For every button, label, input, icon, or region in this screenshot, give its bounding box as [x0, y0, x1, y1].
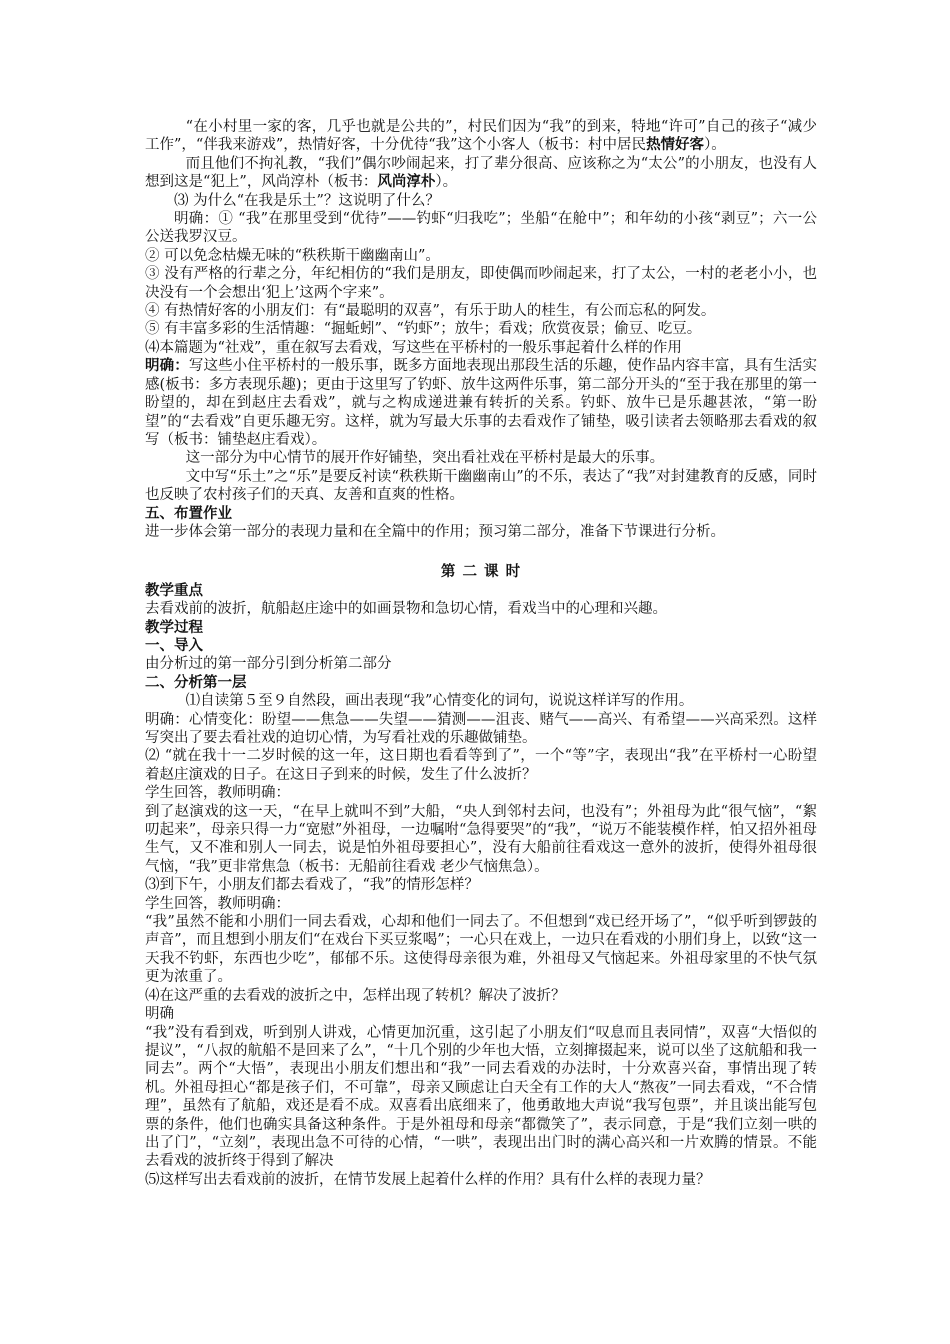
- teacher-note: 明确: [145, 1006, 174, 1023]
- heading-intro: 一、导入: [145, 637, 203, 654]
- analysis-answer-3: “我”虽然不能和小朋们一同去看戏，心却和他们一同去了。不但想到“戏已经开场了”，“似乎听到锣鼓的声音”，而且想到小朋友们“在戏台下买豆浆喝”；一心只在戏上，一边只在看戏的小朋们身上，以致“这一天我不钓虾，东西也少吃”，郁郁不乐。这使得母亲很为难，外祖母又气恼起来。外祖母家里的不快气氛更为浓重了。: [145, 914, 817, 986]
- text-run: 写这些小住平桥村的一般乐事，既多方面地表现出那段生活的乐趣，使作品内容丰富，具有生活实感(板书：多方表现乐趣)；更由于这里写了钓虾、放牛这两件乐事，第二部分开头的“至于我在那里的第一盼望的，却在到赵庄去看戏”，就与之构成递进兼有转折的关系。钓虾、放牛已是乐趣甚浓，“第一盼望”的“去看戏”自更乐趣无穷。这样，就为写最大乐事的去看戏作了铺垫，吸引读者去领略那去看戏的叙写（板书：铺垫赵庄看戏）。: [145, 358, 818, 448]
- answer-item-1: 明确：① “我”在那里受到“优待”——钓虾“归我吃”；坐船“在舱中”；和年幼的小孩“剥豆”；六一公公送我罗汉豆。: [145, 211, 817, 246]
- document-page: [145, 118, 817, 1189]
- teacher-note: 学生回答，教师明确：: [145, 895, 290, 912]
- text-run: ）。: [704, 137, 726, 154]
- answer-label: 明确：: [145, 358, 189, 375]
- heading-process: 教学过程: [145, 619, 203, 636]
- teacher-note: 学生回答，教师明确：: [145, 785, 290, 802]
- intro-text: 由分析过的第一部分引到分析第二部分: [145, 656, 392, 673]
- analysis-answer-4: “我”没有看到戏，听到别人讲戏，心情更加沉重，这引起了小朋友们“叹息而且表同情”，双喜“大悟似的提议”，“八叔的航船不是回来了么”，“十几个别的少年也大悟，立刻撺掇起来，说可以坐了这航船和我一同去”。两个“大悟”，表现出小朋友们想出和“我”一同去看戏的办法时，十分欢喜兴奋，事情出现了转机。外祖母担心“都是孩子们，不可靠”，母亲又顾虑让白天全有工作的大人“熬夜”一同去看戏，“不合情理”，虽然有了航船，戏还是看不成。双喜看出底细来了，他勇敢地大声说“我写包票”，并且谈出能写包票的条件，他们也确实具备这种条件。于是外祖母和母亲“都微笑了”，表示同意，于是“我们立刻一哄的出了门”，“立刻”，表现出急不可待的心情，“一哄”，表现出出门时的满心高兴和一片欢腾的情景。不能去看戏的波折终于得到了解决: [145, 1024, 817, 1170]
- bold-keyword: 热情好客: [646, 137, 705, 154]
- analysis-question-4: ⑷在这严重的去看戏的波折之中，怎样出现了转机？解决了波折？: [145, 987, 566, 1004]
- paragraph-customs: [145, 155, 817, 192]
- analysis-question-1: ⑴自读第５至９自然段，画出表现“我”心情变化的词句，说说这样详写的作用。: [185, 693, 694, 710]
- answer-item-2: ② 可以免念枯燥无味的“秩秩斯干幽幽南山”。: [145, 247, 440, 264]
- answer-item-4: ④ 有热情好客的小朋友们：有“最聪明的双喜”，有乐于助人的桂生，有公而忘私的阿发。: [145, 303, 716, 320]
- section-heading-homework: 五、布置作业: [145, 505, 232, 522]
- homework-text: 进一步体会第一部分的表现力量和在全篇中的作用；预习第二部分，准备下节课进行分析。: [145, 523, 725, 540]
- summary-paragraph: 这一部分为中心情节的展开作好铺垫，突出看社戏在平桥村是最大的乐事。: [185, 450, 665, 467]
- answer-paragraph: [145, 357, 817, 449]
- heading-focus: 教学重点: [145, 582, 203, 599]
- analysis-answer-2: 到了赵演戏的这一天，“在早上就叫不到”大船，“央人到邻村去问，也没有”；外祖母为此“很气恼”，“絮叨起来”，母亲只得一力“宽慰”外祖母，一边嘱咐“急得要哭”的“我”，“说万不能装模作样，怕又招外祖母生气，又不准和别人一同去，说是怕外祖母要担心”，没有大船前往看戏这一意外的波折，使得外祖母很气恼，“我”更非常焦急（板书：无船前往看戏 老少气恼焦急）。: [145, 803, 817, 875]
- answer-item-5: ⑤ 有丰富多彩的生活情趣：“掘蚯蚓”、“钓虾”；放牛；看戏；欣赏夜景；偷豆、吃豆。: [145, 321, 702, 338]
- summary-paragraph-2: 文中写“乐土”之“乐”是要反衬读“秩秩斯干幽幽南山”的不乐，表达了“我”对封建教育的反感，同时也反映了农村孩子们的天真、友善和直爽的性格。: [145, 468, 817, 504]
- analysis-question-2: ⑵ “就在我十一二岁时候的这一年，这日期也看看等到了”，一个“等”字，表现出“我”在平桥村一心盼望着赵庄演戏的日子。在这日子到来的时候，发生了什么波折？: [145, 748, 817, 783]
- heading-analysis: 二、分析第一层: [145, 674, 247, 691]
- analysis-question-5: ⑸这样写出去看戏前的波折，在情节发展上起着什么样的作用？具有什么样的表现力量？: [145, 1171, 711, 1188]
- text-run: 而且他们不拘礼教，“我们”偶尔吵闹起来，打了辈分很高、应该称之为“太公”的小朋友，也没有人想到这是“犯上”，风尚淳朴（板书：: [145, 155, 817, 191]
- text-run: ）。: [435, 174, 458, 191]
- spacer: [145, 541, 817, 563]
- focus-text: 去看戏前的波折，航船赵庄途中的如画景物和急切心情，看戏当中的心理和兴趣。: [145, 601, 667, 618]
- analysis-answer-1: 明确：心情变化：盼望——焦急——失望——猜测——沮丧、赌气——高兴、有希望——兴高采烈。这样写突出了要去看社戏的迫切心情，为写看社戏的乐趣做铺垫。: [145, 711, 817, 746]
- bold-keyword: 风尚淳朴: [377, 174, 436, 191]
- lesson-title: 第 二 课 时: [440, 564, 522, 581]
- question-4: ⑷本篇题为“社戏”，重在叙写去看戏，写这些在平桥村的一般乐事起着什么样的作用: [145, 339, 682, 356]
- text-run: “在小村里一家的客，几乎也就是公共的”，村民们因为“我”的到来，特地“许可”自己的孩子“减少工作”，“伴我来游戏”，热情好客，十分优待“我”这个小客人（板书：村中居民: [145, 119, 817, 154]
- answer-item-3: ③ 没有严格的行辈之分，年纪相仿的“我们是朋友，即使偶而吵闹起来，打了太公，一村的老老小小，也决没有一个会想出‘犯上’这两个字来”。: [145, 266, 817, 301]
- analysis-question-3: ⑶到下午，小朋友们都去看戏了，“我”的情形怎样？: [145, 877, 479, 894]
- paragraph-hospitality: [145, 118, 817, 155]
- question-3: ⑶ 为什么“在我是乐土”？这说明了什么？: [174, 192, 440, 209]
